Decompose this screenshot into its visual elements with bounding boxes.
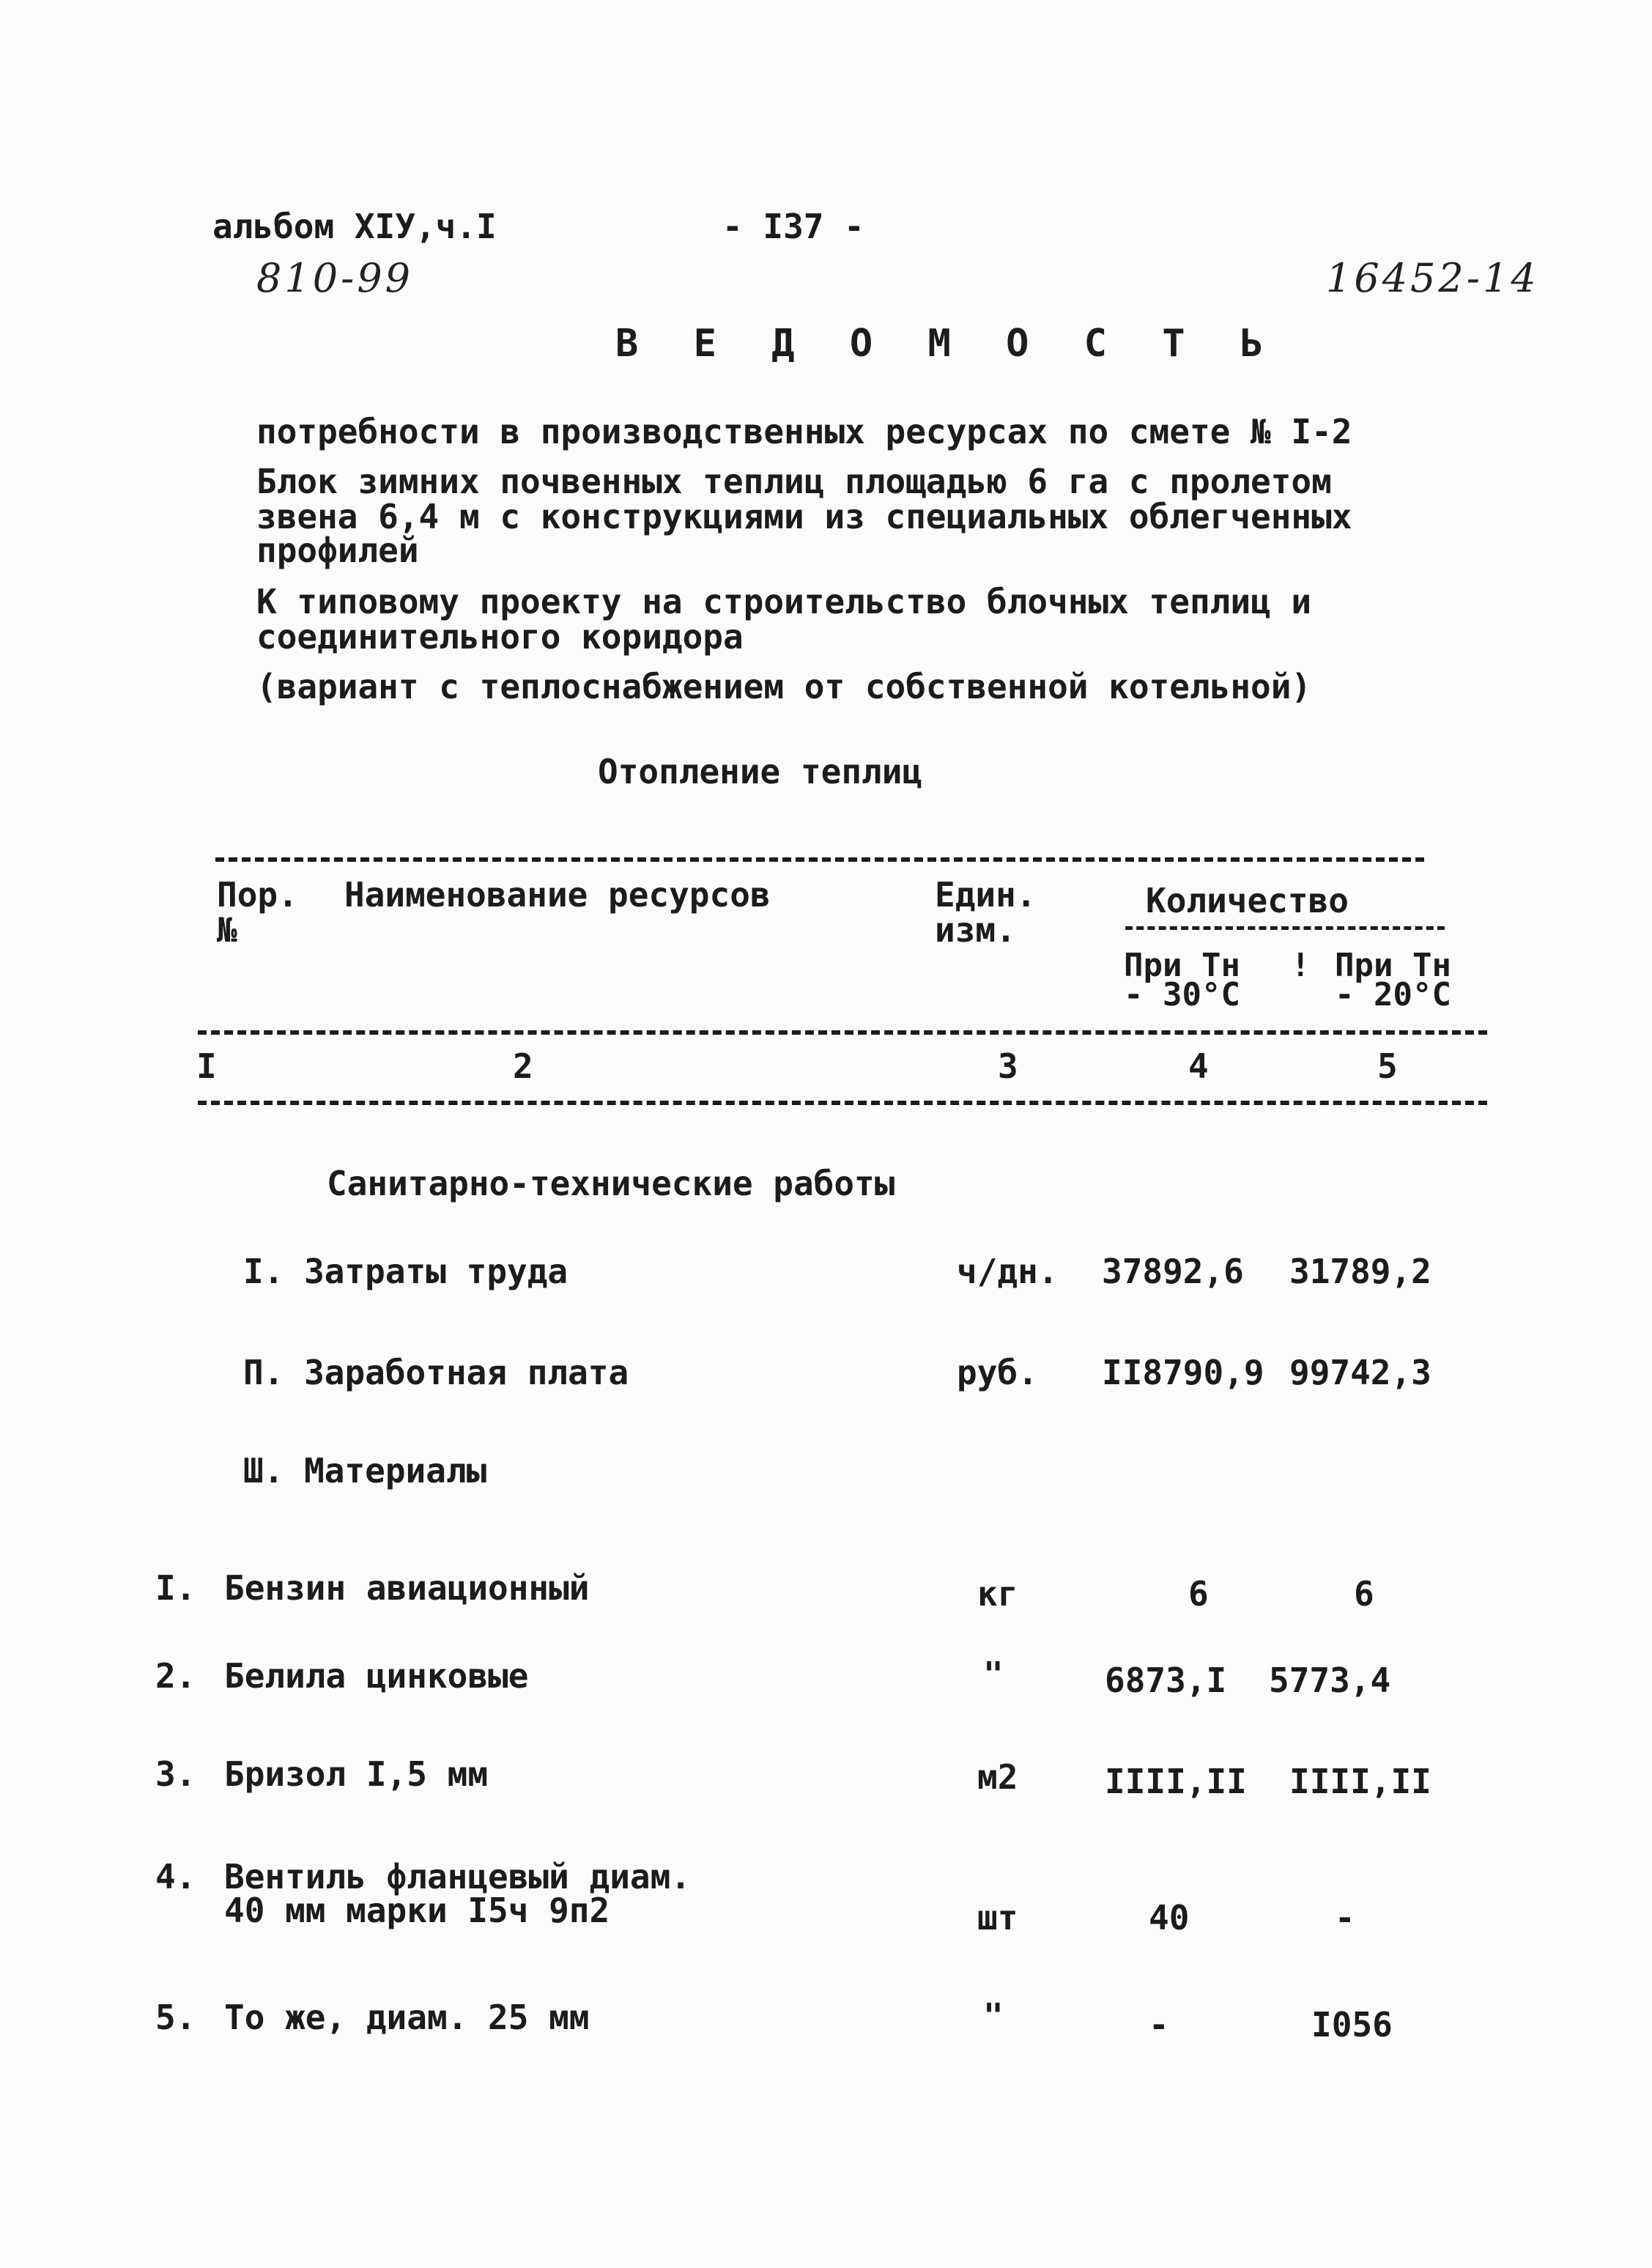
object-line: Блок зимних почвенных теплиц площадью 6 га с пролетом	[256, 462, 1332, 501]
column-numbers-top-rule	[198, 1030, 1487, 1035]
col-header-separator: !	[1291, 947, 1311, 984]
col-header-temp-20-line1: При Тн	[1335, 947, 1451, 984]
row-number: 4.	[155, 1857, 196, 1896]
unit-cell: "	[983, 1655, 1004, 1694]
column-number: 4	[1188, 1046, 1209, 1086]
quantity-20-cell: IIII,II	[1289, 1762, 1431, 1801]
quantity-30-cell: 37892,6	[1102, 1252, 1244, 1291]
quantity-30-cell: 6873,I	[1105, 1661, 1227, 1700]
unit-cell: ч/дн.	[957, 1252, 1059, 1291]
unit-cell: руб.	[957, 1353, 1038, 1392]
col-header-unit-abbr: изм.	[935, 910, 1016, 950]
column-number: 3	[998, 1046, 1018, 1086]
unit-cell: шт	[977, 1898, 1018, 1938]
variant-line: (вариант с теплоснабжением от собственной котельной)	[256, 667, 1312, 706]
quantity-30-cell: II8790,9	[1102, 1353, 1264, 1392]
page-number: - I37 -	[722, 207, 864, 246]
quantity-20-cell: 5773,4	[1269, 1661, 1391, 1700]
material-name: Вентиль фланцевый диам.	[224, 1857, 691, 1896]
quantity-subheader-rule	[1125, 926, 1445, 930]
project-line: К типовому проекту на строительство блочных теплиц и	[256, 582, 1312, 621]
unit-cell: "	[983, 1996, 1004, 2036]
row-number: I.	[155, 1568, 196, 1608]
subtitle-line: потребности в производственных ресурсах по смете № I-2	[256, 412, 1352, 451]
column-number: I	[196, 1046, 217, 1086]
col-header-quantity: Количество	[1146, 881, 1349, 920]
quantity-30-cell: 6	[1188, 1574, 1209, 1614]
col-header-temp-30-line1: При Тн	[1124, 947, 1240, 984]
material-name-line2: 40 мм марки I5ч 9п2	[224, 1891, 610, 1930]
summary-label: П. Заработная плата	[243, 1353, 629, 1392]
quantity-30-cell: 40	[1149, 1898, 1190, 1938]
col-header-number-sign: №	[217, 910, 237, 950]
project-line: соединительного коридора	[256, 617, 744, 657]
quantity-20-cell: -	[1335, 1898, 1355, 1938]
quantity-30-cell: -	[1149, 2005, 1169, 2044]
object-line: профилей	[256, 531, 419, 570]
works-section-title: Санитарно-технические работы	[327, 1164, 895, 1203]
document-title: В Е Д О М О С Т Ь	[615, 322, 1280, 366]
row-number: 2.	[155, 1656, 196, 1696]
quantity-20-cell: 99742,3	[1289, 1353, 1431, 1392]
object-line: звена 6,4 м с конструкциями из специальных облегченных	[256, 497, 1352, 536]
summary-label: Ш. Материалы	[243, 1451, 487, 1491]
handwritten-left-code: 810-99	[256, 255, 414, 301]
unit-cell: кг	[977, 1574, 1018, 1614]
material-name: То же, диам. 25 мм	[224, 1998, 590, 2037]
material-name: Бризол I,5 мм	[224, 1754, 489, 1794]
col-header-unit: Един.	[935, 875, 1037, 915]
quantity-20-cell: 6	[1354, 1574, 1374, 1614]
quantity-20-cell: I056	[1311, 2005, 1393, 2044]
material-name: Белила цинковые	[224, 1656, 529, 1696]
col-header-resource-name: Наименование ресурсов	[344, 875, 771, 915]
section-title: Отопление теплиц	[598, 752, 923, 791]
quantity-20-cell: 31789,2	[1289, 1252, 1431, 1291]
column-number: 5	[1377, 1046, 1398, 1086]
row-number: 5.	[155, 1998, 196, 2037]
table-top-rule	[215, 857, 1424, 862]
col-header-number: Пор.	[217, 875, 298, 915]
col-header-temp-20-line2: - 20°С	[1335, 976, 1451, 1013]
column-number: 2	[513, 1046, 533, 1086]
quantity-30-cell: IIII,II	[1105, 1762, 1247, 1801]
summary-label: I. Затраты труда	[243, 1252, 568, 1291]
row-number: 3.	[155, 1754, 196, 1794]
unit-cell: м2	[977, 1757, 1018, 1797]
column-numbers-bottom-rule	[198, 1101, 1487, 1105]
handwritten-right-code: 16452-14	[1326, 255, 1539, 301]
material-name: Бензин авиационный	[224, 1568, 590, 1608]
album-reference: альбом XIУ,ч.I	[212, 207, 497, 246]
col-header-temp-30-line2: - 30°С	[1124, 976, 1240, 1013]
